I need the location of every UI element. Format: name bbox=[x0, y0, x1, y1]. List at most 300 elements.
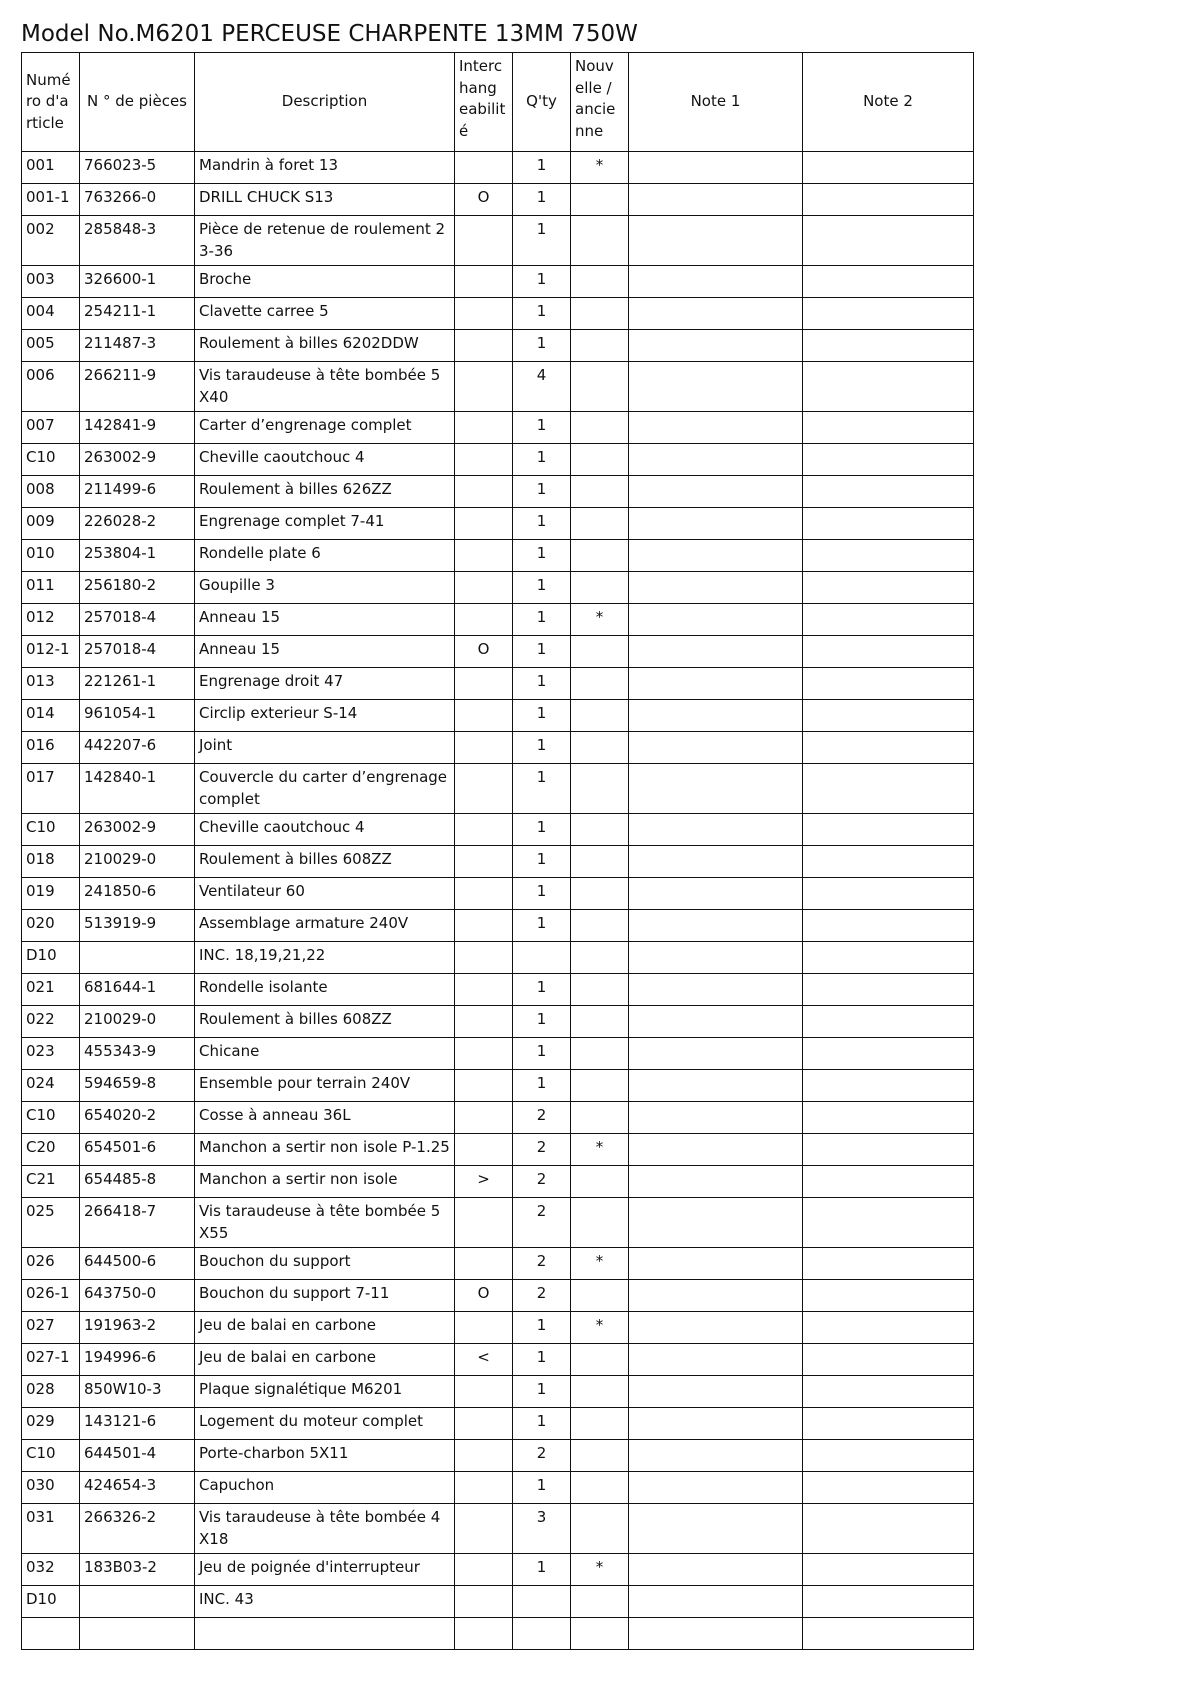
item-number-cell: 001-1 bbox=[22, 184, 80, 216]
table-row bbox=[22, 974, 974, 1006]
note-1-cell bbox=[629, 184, 803, 216]
description-cell: Roulement à billes 626ZZ bbox=[195, 476, 455, 508]
interchangeability-cell bbox=[455, 508, 513, 540]
note-2-cell bbox=[803, 846, 974, 878]
table-row bbox=[22, 636, 974, 668]
interchangeability-cell bbox=[455, 1312, 513, 1344]
description-cell: Circlip exterieur S-14 bbox=[195, 700, 455, 732]
interchangeability-cell bbox=[455, 476, 513, 508]
note-1-cell bbox=[629, 1472, 803, 1504]
part-number-cell: 221261-1 bbox=[80, 668, 195, 700]
table-row bbox=[22, 216, 974, 266]
new-old-cell bbox=[571, 732, 629, 764]
note-1-cell bbox=[629, 1070, 803, 1102]
quantity-cell: 1 bbox=[513, 668, 571, 700]
interchangeability-cell bbox=[455, 764, 513, 814]
table-row bbox=[22, 152, 974, 184]
quantity-cell: 2 bbox=[513, 1440, 571, 1472]
description-cell: Goupille 3 bbox=[195, 572, 455, 604]
note-2-cell bbox=[803, 1102, 974, 1134]
note-1-cell bbox=[629, 764, 803, 814]
note-1-cell bbox=[629, 216, 803, 266]
part-number-cell: 254211-1 bbox=[80, 298, 195, 330]
note-1-cell bbox=[629, 362, 803, 412]
new-old-cell bbox=[571, 266, 629, 298]
note-2-cell bbox=[803, 1248, 974, 1280]
note-2-cell bbox=[803, 508, 974, 540]
quantity-cell: 1 bbox=[513, 572, 571, 604]
table-row bbox=[22, 878, 974, 910]
part-number-cell bbox=[80, 1586, 195, 1618]
table-row bbox=[22, 1006, 974, 1038]
table-row bbox=[22, 1376, 974, 1408]
table-row bbox=[22, 184, 974, 216]
interchangeability-cell bbox=[455, 1586, 513, 1618]
quantity-cell: 1 bbox=[513, 444, 571, 476]
note-1-cell bbox=[629, 1038, 803, 1070]
item-number-cell: 020 bbox=[22, 910, 80, 942]
note-1-cell bbox=[629, 732, 803, 764]
note-2-cell bbox=[803, 604, 974, 636]
new-old-cell bbox=[571, 540, 629, 572]
note-1-cell bbox=[629, 1198, 803, 1248]
table-row bbox=[22, 732, 974, 764]
parts-table bbox=[21, 52, 974, 1650]
item-number-cell: 016 bbox=[22, 732, 80, 764]
part-number-cell: 241850-6 bbox=[80, 878, 195, 910]
note-1-cell bbox=[629, 298, 803, 330]
interchangeability-cell bbox=[455, 540, 513, 572]
new-old-cell bbox=[571, 1472, 629, 1504]
interchangeability-cell bbox=[455, 412, 513, 444]
table-row bbox=[22, 298, 974, 330]
quantity-cell: 1 bbox=[513, 1376, 571, 1408]
quantity-cell: 1 bbox=[513, 266, 571, 298]
page-title: Model No.M6201 PERCEUSE CHARPENTE 13MM 750W bbox=[21, 21, 638, 47]
item-number-cell: C10 bbox=[22, 1102, 80, 1134]
item-number-cell: 001 bbox=[22, 152, 80, 184]
description-cell: DRILL CHUCK S13 bbox=[195, 184, 455, 216]
quantity-cell: 1 bbox=[513, 1006, 571, 1038]
table-row bbox=[22, 1504, 974, 1554]
description-cell: Bouchon du support bbox=[195, 1248, 455, 1280]
header-description: Description bbox=[195, 53, 455, 152]
description-cell: Assemblage armature 240V bbox=[195, 910, 455, 942]
description-cell: Cheville caoutchouc 4 bbox=[195, 814, 455, 846]
table-row bbox=[22, 1554, 974, 1586]
interchangeability-cell bbox=[455, 878, 513, 910]
table-row bbox=[22, 1134, 974, 1166]
note-1-cell bbox=[629, 476, 803, 508]
quantity-cell: 1 bbox=[513, 1408, 571, 1440]
item-number-cell: 004 bbox=[22, 298, 80, 330]
description-cell: Ventilateur 60 bbox=[195, 878, 455, 910]
note-1-cell bbox=[629, 572, 803, 604]
table-row bbox=[22, 910, 974, 942]
description-cell: Roulement à billes 608ZZ bbox=[195, 1006, 455, 1038]
note-1-cell bbox=[629, 700, 803, 732]
new-old-cell: * bbox=[571, 604, 629, 636]
interchangeability-cell bbox=[455, 846, 513, 878]
quantity-cell: 1 bbox=[513, 216, 571, 266]
item-number-cell: 008 bbox=[22, 476, 80, 508]
note-2-cell bbox=[803, 732, 974, 764]
table-row bbox=[22, 540, 974, 572]
quantity-cell: 2 bbox=[513, 1280, 571, 1312]
interchangeability-cell: O bbox=[455, 636, 513, 668]
description-cell: Roulement à billes 6202DDW bbox=[195, 330, 455, 362]
note-2-cell bbox=[803, 764, 974, 814]
table-row bbox=[22, 1038, 974, 1070]
table-row bbox=[22, 1408, 974, 1440]
part-number-cell: 210029-0 bbox=[80, 1006, 195, 1038]
note-1-cell bbox=[629, 1102, 803, 1134]
quantity-cell: 1 bbox=[513, 846, 571, 878]
description-cell: Roulement à billes 608ZZ bbox=[195, 846, 455, 878]
parts-table-body bbox=[22, 152, 974, 1650]
part-number-cell: 654020-2 bbox=[80, 1102, 195, 1134]
quantity-cell: 1 bbox=[513, 974, 571, 1006]
description-cell: Ensemble pour terrain 240V bbox=[195, 1070, 455, 1102]
note-1-cell bbox=[629, 1554, 803, 1586]
part-number-cell: 766023-5 bbox=[80, 152, 195, 184]
description-cell bbox=[195, 1618, 455, 1650]
note-1-cell bbox=[629, 540, 803, 572]
new-old-cell bbox=[571, 1344, 629, 1376]
interchangeability-cell bbox=[455, 152, 513, 184]
item-number-cell: D10 bbox=[22, 942, 80, 974]
item-number-cell bbox=[22, 1618, 80, 1650]
note-2-cell bbox=[803, 1070, 974, 1102]
note-2-cell bbox=[803, 1134, 974, 1166]
note-1-cell bbox=[629, 1006, 803, 1038]
quantity-cell: 2 bbox=[513, 1248, 571, 1280]
description-cell: Plaque signalétique M6201 bbox=[195, 1376, 455, 1408]
item-number-cell: 012-1 bbox=[22, 636, 80, 668]
note-2-cell bbox=[803, 572, 974, 604]
note-2-cell bbox=[803, 814, 974, 846]
note-1-cell bbox=[629, 1504, 803, 1554]
header-interchangeability: Interc hang eabilit é bbox=[455, 53, 513, 152]
quantity-cell: 1 bbox=[513, 910, 571, 942]
note-1-cell bbox=[629, 1618, 803, 1650]
table-row bbox=[22, 362, 974, 412]
new-old-cell bbox=[571, 1618, 629, 1650]
note-1-cell bbox=[629, 1280, 803, 1312]
note-2-cell bbox=[803, 330, 974, 362]
part-number-cell: 191963-2 bbox=[80, 1312, 195, 1344]
part-number-cell: 263002-9 bbox=[80, 814, 195, 846]
note-2-cell bbox=[803, 1586, 974, 1618]
part-number-cell: 210029-0 bbox=[80, 846, 195, 878]
new-old-cell bbox=[571, 814, 629, 846]
note-1-cell bbox=[629, 1440, 803, 1472]
table-row bbox=[22, 266, 974, 298]
description-cell: Bouchon du support 7-11 bbox=[195, 1280, 455, 1312]
note-2-cell bbox=[803, 1618, 974, 1650]
interchangeability-cell bbox=[455, 362, 513, 412]
note-1-cell bbox=[629, 814, 803, 846]
description-cell: Pièce de retenue de roulement 23-36 bbox=[195, 216, 455, 266]
description-cell: Vis taraudeuse à tête bombée 5X40 bbox=[195, 362, 455, 412]
part-number-cell: 326600-1 bbox=[80, 266, 195, 298]
note-2-cell bbox=[803, 298, 974, 330]
item-number-cell: 007 bbox=[22, 412, 80, 444]
note-2-cell bbox=[803, 216, 974, 266]
new-old-cell bbox=[571, 910, 629, 942]
table-row bbox=[22, 1280, 974, 1312]
interchangeability-cell bbox=[455, 444, 513, 476]
note-1-cell bbox=[629, 1344, 803, 1376]
description-cell: Rondelle isolante bbox=[195, 974, 455, 1006]
new-old-cell: * bbox=[571, 1134, 629, 1166]
new-old-cell bbox=[571, 764, 629, 814]
part-number-cell: 455343-9 bbox=[80, 1038, 195, 1070]
quantity-cell bbox=[513, 942, 571, 974]
note-2-cell bbox=[803, 910, 974, 942]
part-number-cell: 654501-6 bbox=[80, 1134, 195, 1166]
quantity-cell bbox=[513, 1618, 571, 1650]
item-number-cell: 024 bbox=[22, 1070, 80, 1102]
interchangeability-cell bbox=[455, 814, 513, 846]
description-cell: Anneau 15 bbox=[195, 604, 455, 636]
new-old-cell: * bbox=[571, 1554, 629, 1586]
note-2-cell bbox=[803, 184, 974, 216]
item-number-cell: 026-1 bbox=[22, 1280, 80, 1312]
note-2-cell bbox=[803, 1408, 974, 1440]
note-1-cell bbox=[629, 1312, 803, 1344]
new-old-cell bbox=[571, 1376, 629, 1408]
quantity-cell: 1 bbox=[513, 700, 571, 732]
new-old-cell bbox=[571, 444, 629, 476]
table-row bbox=[22, 1344, 974, 1376]
note-1-cell bbox=[629, 878, 803, 910]
table-row bbox=[22, 814, 974, 846]
new-old-cell bbox=[571, 668, 629, 700]
item-number-cell: 031 bbox=[22, 1504, 80, 1554]
quantity-cell: 2 bbox=[513, 1102, 571, 1134]
new-old-cell bbox=[571, 184, 629, 216]
note-2-cell bbox=[803, 668, 974, 700]
part-number-cell: 266418-7 bbox=[80, 1198, 195, 1248]
table-row bbox=[22, 668, 974, 700]
header-item-number: Numé ro d'a rticle bbox=[22, 53, 80, 152]
new-old-cell bbox=[571, 1440, 629, 1472]
item-number-cell: C10 bbox=[22, 814, 80, 846]
interchangeability-cell: O bbox=[455, 1280, 513, 1312]
interchangeability-cell bbox=[455, 266, 513, 298]
description-cell: Manchon a sertir non isole P-1.25 bbox=[195, 1134, 455, 1166]
header-new-old: Nouv elle / ancie nne bbox=[571, 53, 629, 152]
quantity-cell: 1 bbox=[513, 1038, 571, 1070]
quantity-cell: 4 bbox=[513, 362, 571, 412]
interchangeability-cell bbox=[455, 668, 513, 700]
item-number-cell: C10 bbox=[22, 1440, 80, 1472]
quantity-cell: 1 bbox=[513, 476, 571, 508]
new-old-cell bbox=[571, 298, 629, 330]
part-number-cell: 961054-1 bbox=[80, 700, 195, 732]
quantity-cell: 2 bbox=[513, 1166, 571, 1198]
new-old-cell bbox=[571, 362, 629, 412]
interchangeability-cell bbox=[455, 1440, 513, 1472]
quantity-cell: 1 bbox=[513, 1344, 571, 1376]
description-cell: Chicane bbox=[195, 1038, 455, 1070]
description-cell: Mandrin à foret 13 bbox=[195, 152, 455, 184]
item-number-cell: 032 bbox=[22, 1554, 80, 1586]
new-old-cell bbox=[571, 700, 629, 732]
interchangeability-cell bbox=[455, 1038, 513, 1070]
description-cell: Vis taraudeuse à tête bombée 5X55 bbox=[195, 1198, 455, 1248]
quantity-cell: 1 bbox=[513, 604, 571, 636]
item-number-cell: 028 bbox=[22, 1376, 80, 1408]
new-old-cell bbox=[571, 1038, 629, 1070]
table-row bbox=[22, 1070, 974, 1102]
quantity-cell: 1 bbox=[513, 732, 571, 764]
note-1-cell bbox=[629, 444, 803, 476]
new-old-cell bbox=[571, 942, 629, 974]
item-number-cell: 017 bbox=[22, 764, 80, 814]
note-1-cell bbox=[629, 604, 803, 636]
item-number-cell: 027 bbox=[22, 1312, 80, 1344]
item-number-cell: 002 bbox=[22, 216, 80, 266]
new-old-cell bbox=[571, 1198, 629, 1248]
quantity-cell: 1 bbox=[513, 184, 571, 216]
item-number-cell: 010 bbox=[22, 540, 80, 572]
interchangeability-cell bbox=[455, 732, 513, 764]
note-1-cell bbox=[629, 636, 803, 668]
note-2-cell bbox=[803, 1038, 974, 1070]
part-number-cell: 211487-3 bbox=[80, 330, 195, 362]
new-old-cell bbox=[571, 412, 629, 444]
part-number-cell: 594659-8 bbox=[80, 1070, 195, 1102]
header-note-1: Note 1 bbox=[629, 53, 803, 152]
description-cell: Rondelle plate 6 bbox=[195, 540, 455, 572]
item-number-cell: 019 bbox=[22, 878, 80, 910]
part-number-cell: 442207-6 bbox=[80, 732, 195, 764]
table-row bbox=[22, 330, 974, 362]
item-number-cell: 006 bbox=[22, 362, 80, 412]
quantity-cell: 1 bbox=[513, 1472, 571, 1504]
new-old-cell bbox=[571, 1070, 629, 1102]
note-2-cell bbox=[803, 1504, 974, 1554]
interchangeability-cell bbox=[455, 1618, 513, 1650]
new-old-cell bbox=[571, 846, 629, 878]
note-1-cell bbox=[629, 1408, 803, 1440]
part-number-cell bbox=[80, 942, 195, 974]
quantity-cell: 1 bbox=[513, 878, 571, 910]
description-cell: Capuchon bbox=[195, 1472, 455, 1504]
quantity-cell: 1 bbox=[513, 1070, 571, 1102]
table-header-row bbox=[22, 53, 974, 152]
table-row bbox=[22, 412, 974, 444]
interchangeability-cell bbox=[455, 1102, 513, 1134]
quantity-cell: 2 bbox=[513, 1198, 571, 1248]
description-cell: Couvercle du carter d’engrenage complet bbox=[195, 764, 455, 814]
description-cell: Jeu de poignée d'interrupteur bbox=[195, 1554, 455, 1586]
interchangeability-cell bbox=[455, 1554, 513, 1586]
interchangeability-cell bbox=[455, 1134, 513, 1166]
table-row bbox=[22, 1248, 974, 1280]
part-number-cell bbox=[80, 1618, 195, 1650]
description-cell: Jeu de balai en carbone bbox=[195, 1312, 455, 1344]
item-number-cell: 026 bbox=[22, 1248, 80, 1280]
description-cell: Carter d’engrenage complet bbox=[195, 412, 455, 444]
note-2-cell bbox=[803, 412, 974, 444]
table-row bbox=[22, 1102, 974, 1134]
item-number-cell: 023 bbox=[22, 1038, 80, 1070]
note-2-cell bbox=[803, 700, 974, 732]
item-number-cell: 003 bbox=[22, 266, 80, 298]
table-row bbox=[22, 1198, 974, 1248]
quantity-cell bbox=[513, 1586, 571, 1618]
note-2-cell bbox=[803, 1344, 974, 1376]
note-2-cell bbox=[803, 1440, 974, 1472]
table-row bbox=[22, 1440, 974, 1472]
note-1-cell bbox=[629, 974, 803, 1006]
item-number-cell: 025 bbox=[22, 1198, 80, 1248]
part-number-cell: 644500-6 bbox=[80, 1248, 195, 1280]
interchangeability-cell: < bbox=[455, 1344, 513, 1376]
new-old-cell bbox=[571, 476, 629, 508]
quantity-cell: 3 bbox=[513, 1504, 571, 1554]
table-row bbox=[22, 572, 974, 604]
item-number-cell: 005 bbox=[22, 330, 80, 362]
description-cell: Porte-charbon 5X11 bbox=[195, 1440, 455, 1472]
part-number-cell: 424654-3 bbox=[80, 1472, 195, 1504]
interchangeability-cell bbox=[455, 974, 513, 1006]
part-number-cell: 850W10-3 bbox=[80, 1376, 195, 1408]
new-old-cell: * bbox=[571, 1312, 629, 1344]
interchangeability-cell bbox=[455, 1472, 513, 1504]
quantity-cell: 1 bbox=[513, 508, 571, 540]
description-cell: Engrenage complet 7-41 bbox=[195, 508, 455, 540]
description-cell: INC. 43 bbox=[195, 1586, 455, 1618]
item-number-cell: 013 bbox=[22, 668, 80, 700]
interchangeability-cell bbox=[455, 1408, 513, 1440]
item-number-cell: 021 bbox=[22, 974, 80, 1006]
note-2-cell bbox=[803, 266, 974, 298]
quantity-cell: 1 bbox=[513, 814, 571, 846]
new-old-cell bbox=[571, 330, 629, 362]
quantity-cell: 1 bbox=[513, 1554, 571, 1586]
quantity-cell: 2 bbox=[513, 1134, 571, 1166]
note-2-cell bbox=[803, 1198, 974, 1248]
note-2-cell bbox=[803, 362, 974, 412]
table-row bbox=[22, 1472, 974, 1504]
interchangeability-cell bbox=[455, 1248, 513, 1280]
part-number-cell: 513919-9 bbox=[80, 910, 195, 942]
part-number-cell: 643750-0 bbox=[80, 1280, 195, 1312]
note-2-cell bbox=[803, 1006, 974, 1038]
description-cell: Vis taraudeuse à tête bombée 4X18 bbox=[195, 1504, 455, 1554]
part-number-cell: 226028-2 bbox=[80, 508, 195, 540]
part-number-cell: 266326-2 bbox=[80, 1504, 195, 1554]
note-1-cell bbox=[629, 266, 803, 298]
part-number-cell: 256180-2 bbox=[80, 572, 195, 604]
note-1-cell bbox=[629, 1586, 803, 1618]
item-number-cell: 011 bbox=[22, 572, 80, 604]
note-2-cell bbox=[803, 942, 974, 974]
part-number-cell: 285848-3 bbox=[80, 216, 195, 266]
item-number-cell: 027-1 bbox=[22, 1344, 80, 1376]
note-1-cell bbox=[629, 1376, 803, 1408]
description-cell: Anneau 15 bbox=[195, 636, 455, 668]
interchangeability-cell bbox=[455, 1006, 513, 1038]
description-cell: Broche bbox=[195, 266, 455, 298]
note-2-cell bbox=[803, 540, 974, 572]
note-1-cell bbox=[629, 1248, 803, 1280]
note-1-cell bbox=[629, 412, 803, 444]
